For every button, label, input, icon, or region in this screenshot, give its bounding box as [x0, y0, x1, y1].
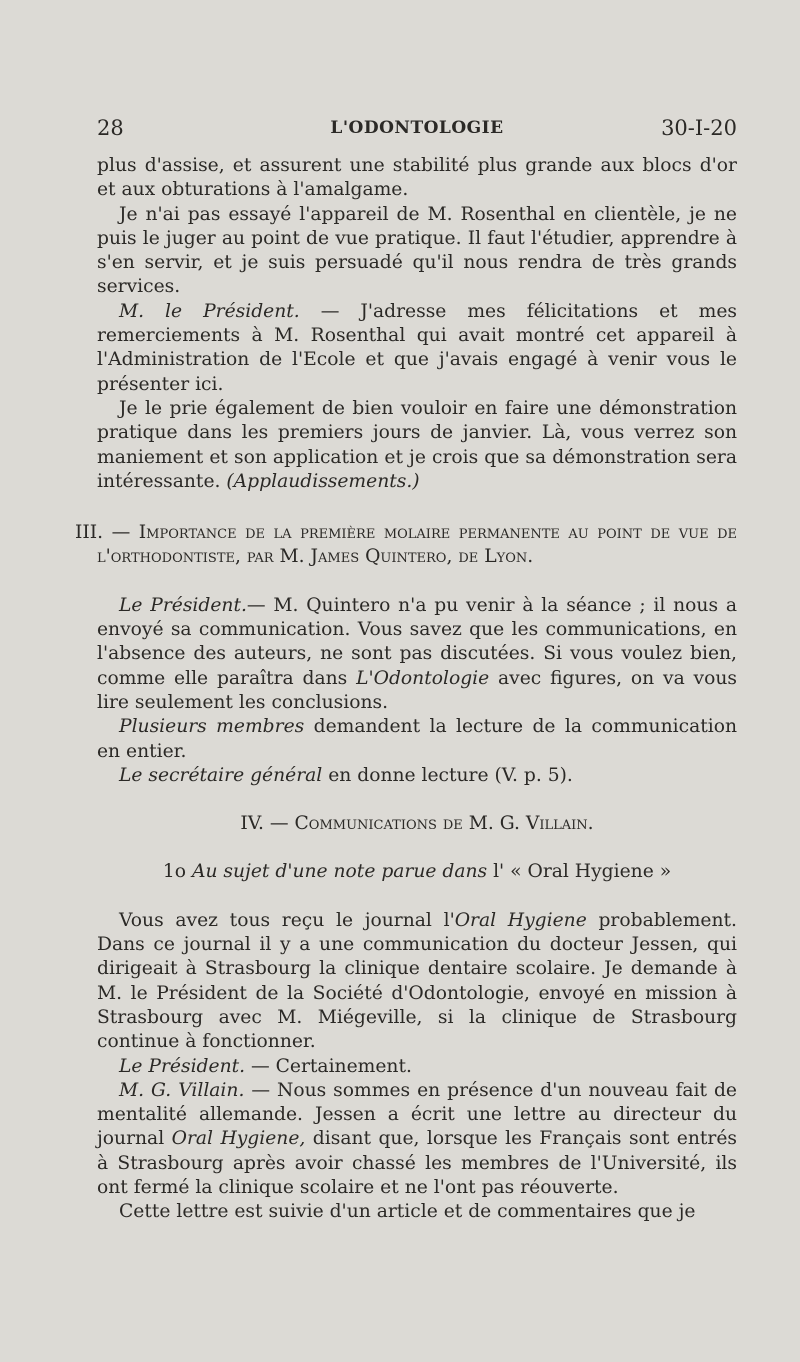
- speech-text: demandent la lecture de la communication en entier.: [97, 716, 737, 762]
- speech-text: — J'adresse mes félicitations et mes remerciements à M. Rosenthal qui avait montré cet appareil à l'Administration de l'Ecole et que j'avais engagé à venir vous le présenter ici.: [97, 300, 737, 395]
- paragraph: [97, 397, 737, 494]
- paragraph: [97, 594, 737, 715]
- journal-name: Oral Hygiene: [454, 909, 587, 931]
- applause-note: (Applaudissements.): [226, 470, 420, 492]
- speaker-name: Le secrétaire général: [119, 764, 323, 786]
- speech-text: — Nous sommes en présence d'un nouveau fait de mentalité allemande. Jessen a écrit une lettre au directeur du journal: [97, 1079, 737, 1150]
- paragraph: [97, 764, 737, 788]
- subsection-title-rest: l' « Oral Hygiene »: [487, 861, 672, 883]
- section-heading: III. — Importance de la première molaire permanente au point de vue de l'orthodontiste, par M. James Quintero, de Lyon.: [75, 522, 737, 568]
- speaker-name: M. le Président.: [119, 300, 300, 322]
- paragraph: [97, 909, 737, 1055]
- subsection-number: 1o: [162, 861, 186, 883]
- paragraph: [97, 1055, 737, 1079]
- journal-title: L'ODONTOLOGIE: [330, 118, 504, 138]
- speech-text: probablement. Dans ce journal il y a une communication du docteur Jessen, qui dirigeait à Strasbourg la clinique dentaire scolaire. Je demande à M. le Président de la Société d'Odontologie, envoyé en mission à Strasbourg avec M. Miégeville, si la clinique de Strasbourg continue à fonctionner.: [97, 909, 737, 1053]
- speech-text: avec figures, on va vous lire seulement les conclusions.: [97, 667, 737, 713]
- journal-name: L'Odontologie: [356, 667, 490, 689]
- section-heading: IV. — Communications de M. G. Villain.: [240, 813, 594, 835]
- page-number: 28: [97, 116, 124, 140]
- body-text: [75, 154, 737, 1225]
- paragraph: [97, 1079, 737, 1200]
- subsection-title: Au sujet d'une note parue dans: [191, 861, 488, 883]
- speech-text: Je le prie également de bien vouloir en faire une démonstration pratique dans les premiers jours de janvier. Là, vous verrez son maniement et son application et je crois que sa démonstration sera intéressante.: [97, 397, 737, 492]
- paragraph: [97, 300, 737, 397]
- paragraph: plus d'assise, et assurent une stabilité plus grande aux blocs d'or et aux obturations à l'amalgame.: [97, 155, 737, 201]
- issue-date: 30-I-20: [661, 116, 737, 140]
- speaker-name: Le Président.: [119, 1055, 246, 1077]
- speech-text: Vous avez tous reçu le journal l': [119, 909, 455, 931]
- running-header: [97, 116, 737, 146]
- paragraph: Je n'ai pas essayé l'appareil de M. Rosenthal en clientèle, je ne puis le juger au point de vue pratique. Il faut l'étudier, apprendre à s'en servir, et je suis persuadé qu'il nous rendra de très grands services.: [97, 203, 737, 298]
- speaker-name: M. G. Villain.: [119, 1079, 245, 1101]
- journal-name: Oral Hygiene,: [171, 1128, 306, 1150]
- speech-text: disant que, lorsque les Français sont entrés à Strasbourg après avoir chassé les membres de l'Université, ils ont fermé la clinique scolaire et ne l'ont pas réouverte.: [97, 1128, 737, 1198]
- speech-text: — Certainement.: [245, 1055, 412, 1077]
- subsection-heading: [97, 860, 737, 884]
- speaker-name: Plusieurs membres: [119, 716, 305, 738]
- speaker-name: Le Président.: [119, 594, 247, 616]
- paragraph: [97, 715, 737, 764]
- speech-text: en donne lecture (V. p. 5).: [322, 764, 573, 786]
- speech-text: — M. Quintero n'a pu venir à la séance ; il nous a envoyé sa communication. Vous savez que les communications, en l'absence des auteurs, ne sont pas discutées. Si vous voulez bien, comme elle paraîtra dans: [97, 594, 737, 689]
- paragraph: Cette lettre est suivie d'un article et de commentaires que je: [119, 1201, 696, 1223]
